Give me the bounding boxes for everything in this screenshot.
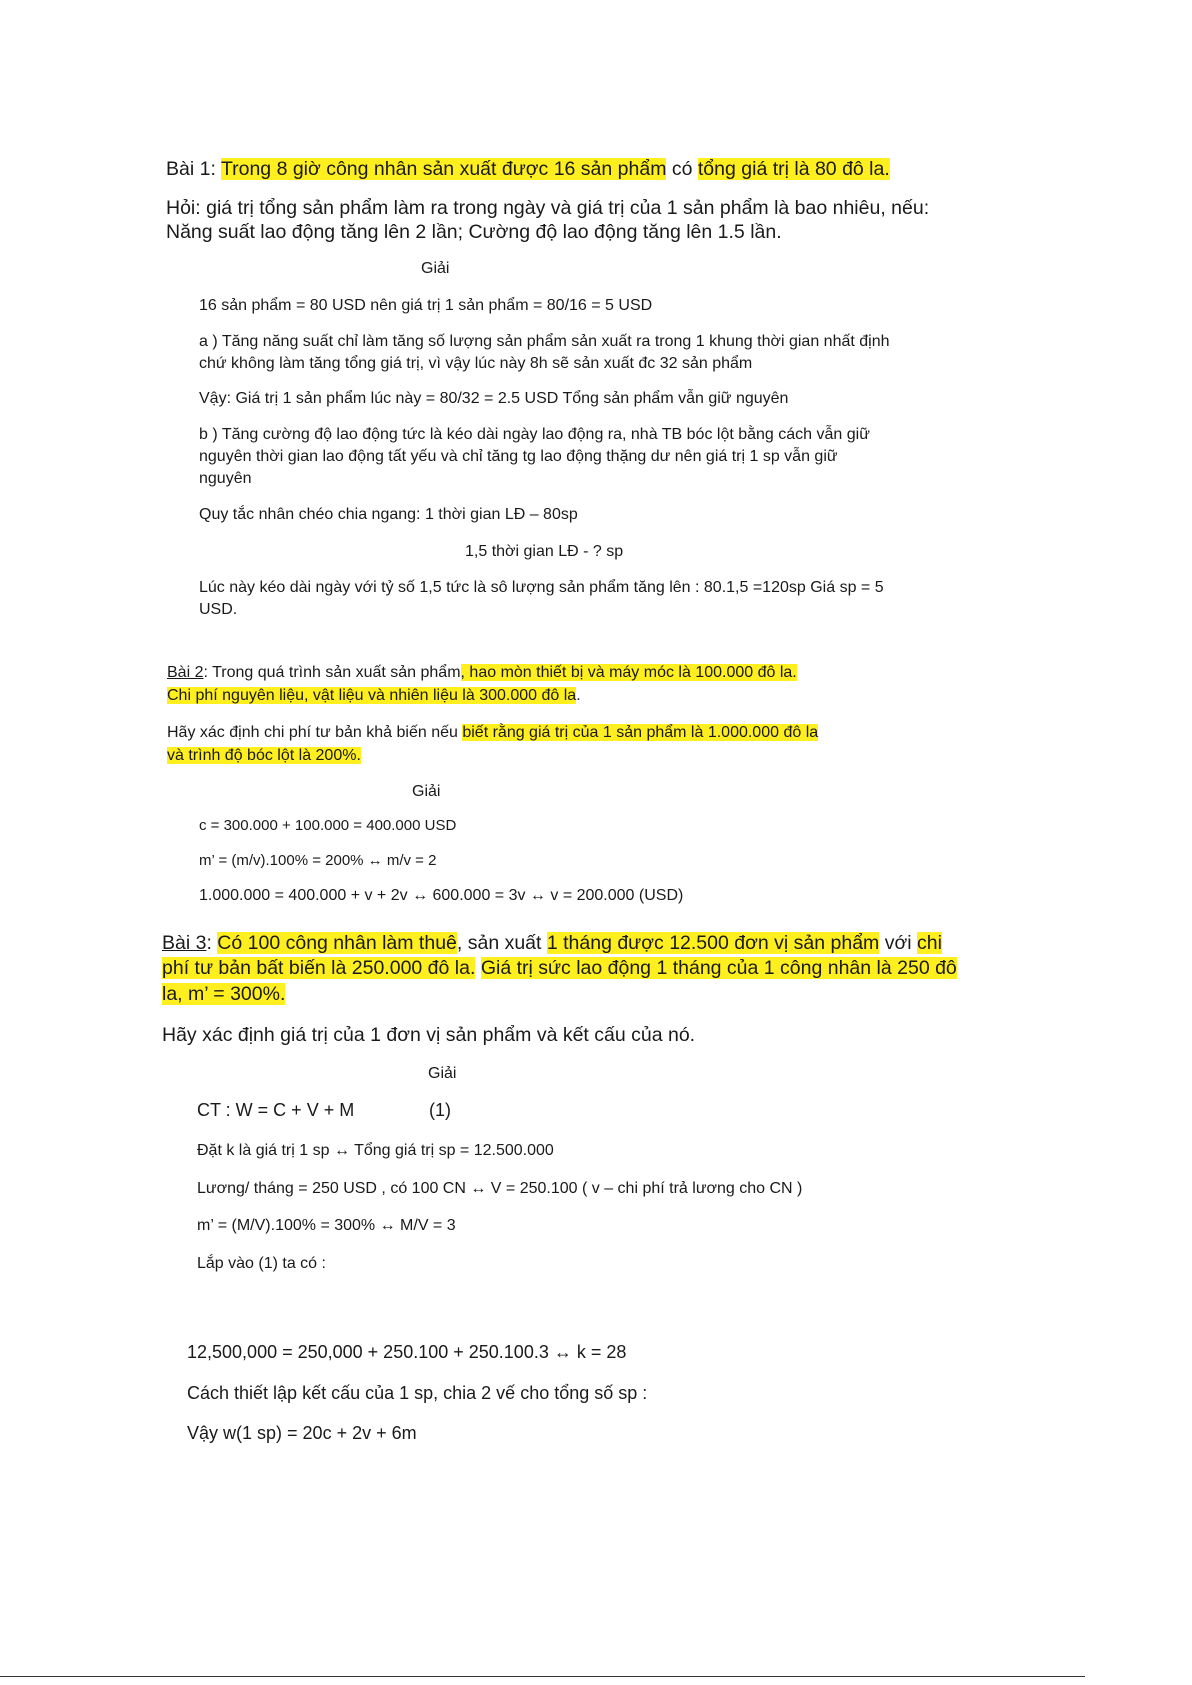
bai2-label: Bài 2 [167,664,204,681]
bai1-line: chứ không làm tăng tổng giá trị, vì vậy lúc này 8h sẽ sản xuất đc 32 sản phẩm [199,355,753,372]
bai2-line: 1.000.000 = 400.000 + v + 2v ↔ 600.000 = 3v ↔ v = 200.000 (USD) [199,887,684,904]
bai2-heading: Bài 2: Trong quá trình sản xuất sản phẩm, hao mòn thiết bị và máy móc là 100.000 đô la. [167,664,797,681]
bai2-line4 [167,746,361,765]
bai1-question-line1: Hỏi: giá trị tổng sản phẩm làm ra trong ngày và giá trị của 1 sản phẩm là bao nhiêu, nếu: [166,197,930,219]
bai3-highlight-d: phí tư bản bất biến là 250.000 đô la. [162,957,476,979]
bai1-highlight-b: tổng giá trị là 80 đô la. [697,158,890,180]
bai3-highlight-f: la, m’ = 300%. [162,983,286,1005]
bai3-line: Lương/ tháng = 250 USD , có 100 CN ↔ V = 250.100 ( v – chi phí trả lương cho CN ) [197,1180,803,1197]
bai2-highlight-a: , hao mòn thiết bị và máy móc là 100.000 đô la. [460,664,797,681]
bai1-line: b ) Tăng cường độ lao động tức là kéo dài ngày lao động ra, nhà TB bóc lột bằng cách vẫn giữ [199,426,870,443]
bai2-highlight-d: và trình độ bóc lột là 200%. [167,747,361,764]
bai1-line: Lúc này kéo dài ngày với tỷ số 1,5 tức là sô lượng sản phẩm tăng lên : 80.1,5 =120sp Giá sp = 5 [199,579,884,596]
bai1-highlight-a: Trong 8 giờ công nhân sản xuất được 16 sản phẩm [220,158,667,180]
bai1-line: nguyên [199,470,252,487]
bai1-line: Quy tắc nhân chéo chia ngang: 1 thời gian LĐ – 80sp [199,506,578,523]
bai2-line2: Chi phí nguyên liệu, vật liệu và nhiên liệu là 300.000 đô la. [167,687,581,704]
bai2-highlight-b: Chi phí nguyên liệu, vật liệu và nhiên liệu là 300.000 đô la [167,687,577,704]
bai3-line2 [162,957,957,980]
bai1-heading: Bài 1: Trong 8 giờ công nhân sản xuất được 16 sản phẩm có tổng giá trị là 80 đô la. [166,158,890,180]
bai3-line: Cách thiết lập kết cấu của 1 sp, chia 2 vế cho tổng số sp : [187,1383,648,1403]
bai2-line: m’ = (m/v).100% = 200% ↔ m/v = 2 [199,852,437,869]
bai3-line: Đặt k là giá trị 1 sp ↔ Tổng giá trị sp = 12.500.000 [197,1142,554,1159]
bai2-line3: Hãy xác định chi phí tư bản khả biến nếu biết rằng giá trị của 1 sản phẩm là 1.000.000 đô la [167,724,819,741]
bai3-highlight-a: Có 100 công nhân làm thuê [217,932,457,954]
bai2-solution-title: Giải [412,783,441,800]
bai1-line: 1,5 thời gian LĐ - ? sp [465,543,624,560]
bai3-highlight-e: Giá trị sức lao động 1 tháng của 1 công nhân là 250 đô [480,957,957,979]
page-bottom-rule [0,1676,1085,1677]
bai3-label: Bài 3 [162,932,207,954]
bai1-line: Vậy: Giá trị 1 sản phẩm lúc này = 80/32 = 2.5 USD Tổng sản phẩm vẫn giữ nguyên [199,390,789,407]
bai3-solution-title: Giải [428,1065,457,1082]
bai2-highlight-c: biết rằng giá trị của 1 sản phẩm là 1.000.000 đô la [462,724,819,741]
bai1-line: nguyên thời gian lao động tất yếu và chỉ tăng tg lao động thặng dư nên giá trị 1 sp vẫn giữ [199,448,838,465]
bai1-line: USD. [199,601,238,618]
bai3-heading: Bài 3: Có 100 công nhân làm thuê, sản xuất 1 tháng được 12.500 đơn vị sản phẩm với chi [162,932,942,954]
bai3-line: 12,500,000 = 250,000 + 250.100 + 250.100.3 ↔ k = 28 [187,1342,627,1362]
bai3-question: Hãy xác định giá trị của 1 đơn vị sản phẩm và kết cấu của nó. [162,1024,696,1046]
bai3-highlight-b: 1 tháng được 12.500 đơn vị sản phẩm [546,932,880,954]
bai1-line: 16 sản phẩm = 80 USD nên giá trị 1 sản phẩm = 80/16 = 5 USD [199,297,653,314]
bai3-line: m’ = (M/V).100% = 300% ↔ M/V = 3 [197,1217,456,1234]
bai3-formula-ref: (1) [429,1100,451,1120]
bai1-line: a ) Tăng năng suất chỉ làm tăng số lượng sản phẩm sản xuất ra trong 1 khung thời gian nhất định [199,333,890,350]
bai1-solution-title: Giải [421,260,450,277]
bai3-line: Lắp vào (1) ta có : [197,1255,326,1272]
bai1-question-line2: Năng suất lao động tăng lên 2 lần; Cường độ lao động tăng lên 1.5 lần. [166,221,782,243]
bai3-formula: CT : W = C + V + M [197,1100,355,1120]
bai3-line3 [162,983,285,1006]
bai3-line: Vậy w(1 sp) = 20c + 2v + 6m [187,1423,417,1443]
bai1-label: Bài 1 [166,158,211,180]
bai2-line: c = 300.000 + 100.000 = 400.000 USD [199,817,457,834]
bai3-highlight-c: chi [917,932,942,954]
